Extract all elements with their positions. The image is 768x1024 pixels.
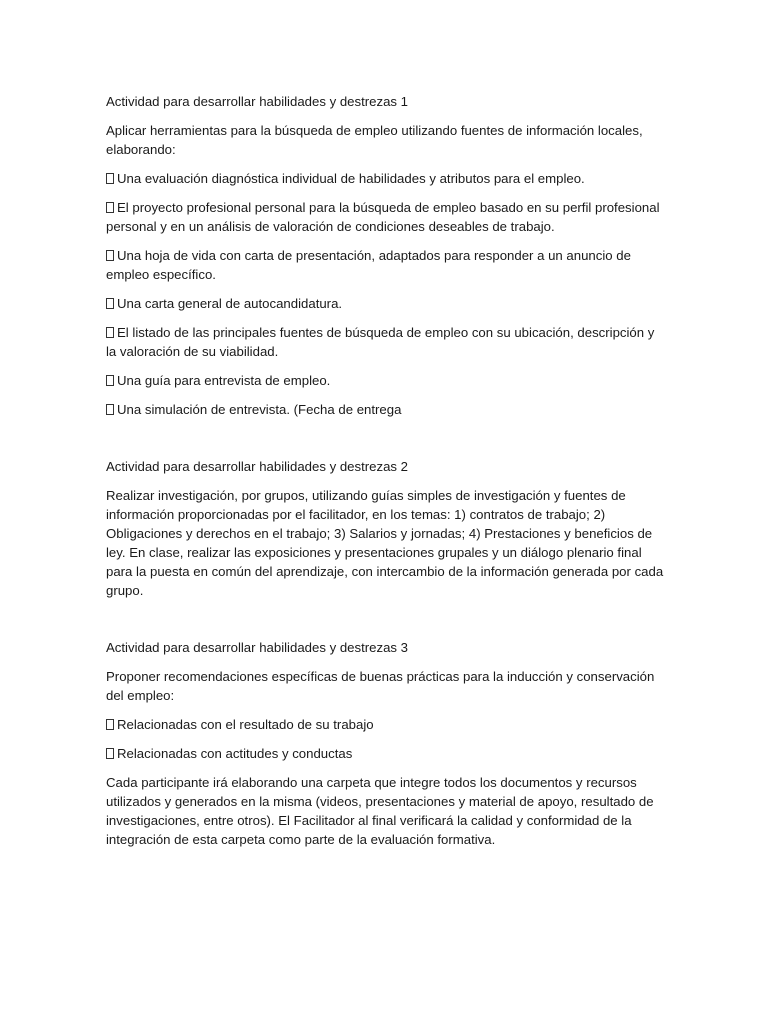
list-item [106, 715, 666, 734]
section-3-intro: Proponer recomendaciones específicas de buenas prácticas para la inducción y conservación del empleo: [106, 669, 655, 703]
list-item [106, 294, 666, 313]
list-item-text: Una carta general de autocandidatura. [117, 296, 343, 311]
list-item-text: Una evaluación diagnóstica individual de habilidades y atributos para el empleo. [117, 171, 585, 186]
missing-glyph-icon [106, 748, 114, 759]
list-item [106, 246, 666, 284]
missing-glyph-icon [106, 327, 114, 338]
missing-glyph-icon [106, 404, 114, 415]
section-3-closing: Cada participante irá elaborando una carpeta que integre todos los documentos y recursos utilizados y generados en la misma (videos, presentaciones y material de apoyo, resultado de investigaciones, entre otros). El Facilitador al final verificará la calidad y conformidad de la integración de esta carpeta como parte de la evaluación formativa. [106, 775, 654, 847]
section-1-title: Actividad para desarrollar habilidades y destrezas 1 [106, 94, 409, 109]
missing-glyph-icon [106, 375, 114, 386]
section-3-title: Actividad para desarrollar habilidades y destrezas 3 [106, 640, 409, 655]
list-item [106, 169, 666, 188]
list-item [106, 400, 666, 419]
missing-glyph-icon [106, 719, 114, 730]
list-item [106, 744, 666, 763]
list-item-text: Una guía para entrevista de empleo. [117, 373, 331, 388]
section-2-title: Actividad para desarrollar habilidades y destrezas 2 [106, 459, 409, 474]
section-spacer [106, 610, 666, 638]
missing-glyph-icon [106, 202, 114, 213]
list-item-text: Una hoja de vida con carta de presentación, adaptados para responder a un anuncio de empleo específico. [106, 248, 631, 282]
missing-glyph-icon [106, 298, 114, 309]
missing-glyph-icon [106, 250, 114, 261]
list-item-text: Una simulación de entrevista. (Fecha de entrega [117, 402, 402, 417]
list-item [106, 323, 666, 361]
section-1-intro: Aplicar herramientas para la búsqueda de empleo utilizando fuentes de información locales, elaborando: [106, 123, 643, 157]
list-item [106, 198, 666, 236]
missing-glyph-icon [106, 173, 114, 184]
list-item [106, 371, 666, 390]
section-2-intro: Realizar investigación, por grupos, utilizando guías simples de investigación y fuentes de información proporcionadas por el facilitador, en los temas: 1) contratos de trabajo; 2) Obligaciones y derechos en el trabajo; 3) Salarios y jornadas; 4) Prestaciones y beneficios de ley. En clase, realizar las exposiciones y presentaciones grupales y un diálogo plenario final para la puesta en común del aprendizaje, con intercambio de la información generada por cada grupo. [106, 488, 664, 598]
list-item-text: El listado de las principales fuentes de búsqueda de empleo con su ubicación, descripción y la valoración de su viabilidad. [106, 325, 655, 359]
list-item-text: El proyecto profesional personal para la búsqueda de empleo basado en su perfil profesional personal y en un análisis de valoración de condiciones deseables de trabajo. [106, 200, 660, 234]
list-item-text: Relacionadas con actitudes y conductas [117, 746, 353, 761]
section-spacer [106, 429, 666, 457]
document-page [106, 92, 666, 859]
list-item-text: Relacionadas con el resultado de su trabajo [117, 717, 374, 732]
